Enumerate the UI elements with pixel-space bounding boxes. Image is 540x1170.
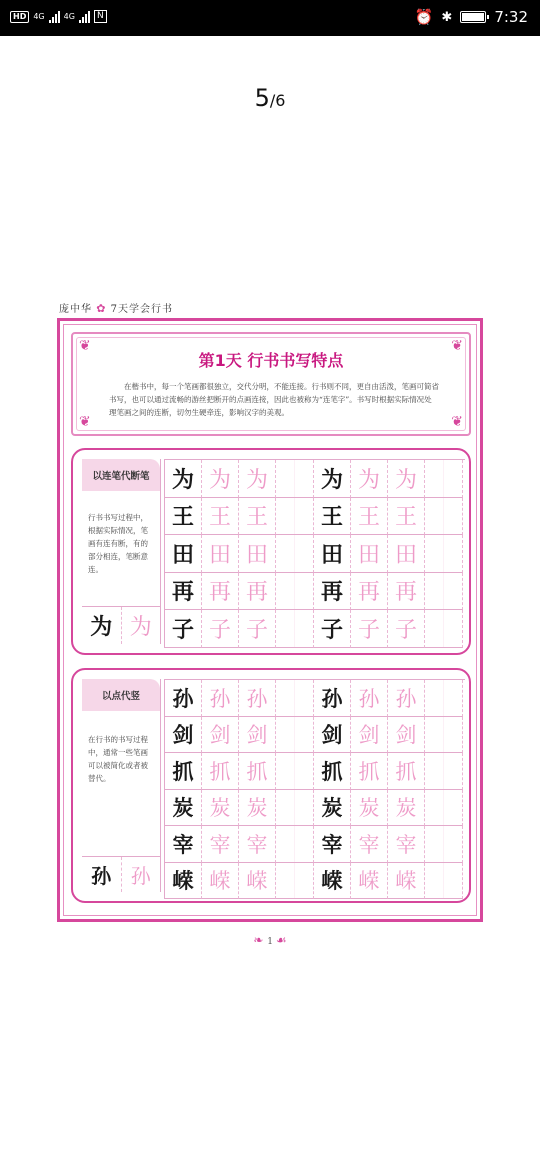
trace-char: 子 <box>394 617 417 643</box>
trace-char: 再 <box>208 580 231 606</box>
model-char: 嵘 <box>172 868 194 894</box>
page-total: /6 <box>269 91 286 110</box>
trace-char: 田 <box>208 542 231 568</box>
trace-char: 剑 <box>358 723 380 748</box>
practice-cell <box>351 863 388 900</box>
practice-cell <box>239 460 276 498</box>
practice-cell <box>351 826 388 863</box>
trace-char: 再 <box>394 580 417 606</box>
practice-cell <box>239 680 276 717</box>
model-char: 再 <box>320 579 343 606</box>
trace-char: 宰 <box>395 832 417 857</box>
intro-text: 在楷书中，每一个笔画都很独立，交代分明，不能连接。行书则不同，更自由活泼，笔画可简省书写，也可以通过流畅的游丝把断开的点画连接，因此也被称为“连笔字”。书写时根据实际情况处理笔画之间的连断，切勿生硬牵连，影响汉字的美观。 <box>109 382 439 417</box>
practice-cell <box>202 680 239 717</box>
empty-practice-cell <box>276 680 314 717</box>
status-bar <box>0 0 540 36</box>
empty-practice-cell <box>276 753 314 790</box>
trace-char: 抓 <box>209 759 231 784</box>
practice-cell <box>351 790 388 827</box>
model-char: 为 <box>320 466 343 493</box>
section-note: 行书书写过程中，根据实际情况，笔画有连有断，有的部分相连，笔断意连。 <box>88 513 148 574</box>
practice-cell <box>388 573 425 611</box>
demo-char-trace: 孙 <box>130 864 151 888</box>
demo-row <box>82 856 160 892</box>
practice-cell <box>314 790 351 827</box>
trace-char: 再 <box>245 580 268 606</box>
practice-cell <box>202 717 239 754</box>
trace-char: 嵘 <box>209 869 231 894</box>
practice-cell <box>202 610 239 648</box>
practice-cell <box>202 535 239 573</box>
trace-char: 为 <box>208 467 231 493</box>
practice-cell <box>239 826 276 863</box>
corner-flourish-icon: ❦ <box>79 338 91 354</box>
practice-cell <box>165 863 202 900</box>
practice-cell <box>314 610 351 648</box>
practice-cell <box>239 498 276 536</box>
model-char: 为 <box>171 466 194 493</box>
folio-ornament-icon: ❧ <box>253 933 268 947</box>
trace-char: 王 <box>245 505 268 531</box>
running-head-author: 庞中华 <box>59 304 92 315</box>
page-folio <box>57 933 483 947</box>
side-column <box>82 459 160 644</box>
demo-row <box>82 606 160 644</box>
empty-practice-cell <box>425 498 463 536</box>
book-page-image[interactable] <box>57 300 483 947</box>
model-char: 抓 <box>321 758 343 784</box>
practice-cell <box>239 610 276 648</box>
empty-practice-cell <box>425 790 463 827</box>
practice-cell <box>202 498 239 536</box>
empty-practice-cell <box>425 753 463 790</box>
practice-cell <box>314 717 351 754</box>
hd-badge: HD <box>10 11 29 23</box>
trace-char: 抓 <box>395 759 417 784</box>
practice-cell <box>202 826 239 863</box>
trace-char: 炭 <box>395 796 417 821</box>
practice-cell <box>165 680 202 717</box>
empty-practice-cell <box>425 573 463 611</box>
practice-cell <box>202 863 239 900</box>
title-box <box>71 332 471 436</box>
empty-practice-cell <box>276 826 314 863</box>
trace-char: 嵘 <box>246 869 268 894</box>
lesson-title: 第1天 行书书写特点 <box>198 351 344 370</box>
practice-cell <box>388 717 425 754</box>
trace-char: 宰 <box>246 832 268 857</box>
demo-char-ink: 孙 <box>82 857 122 892</box>
network-type-2: 4G <box>63 12 75 21</box>
practice-cell <box>314 826 351 863</box>
empty-practice-cell <box>425 460 463 498</box>
practice-cell <box>388 460 425 498</box>
model-char: 炭 <box>172 795 194 821</box>
practice-cell <box>314 680 351 717</box>
practice-cell <box>388 610 425 648</box>
divider <box>160 459 161 644</box>
model-char: 嵘 <box>321 868 343 894</box>
practice-cell <box>314 535 351 573</box>
model-char: 再 <box>171 579 194 606</box>
trace-char: 子 <box>357 617 380 643</box>
practice-grid <box>164 679 465 899</box>
section-label: 以点代竖 <box>82 679 160 711</box>
trace-char: 王 <box>208 505 231 531</box>
empty-practice-cell <box>425 680 463 717</box>
trace-char: 炭 <box>246 796 268 821</box>
empty-practice-cell <box>276 863 314 900</box>
practice-cell <box>351 610 388 648</box>
practice-cell <box>202 460 239 498</box>
model-char: 宰 <box>321 831 343 857</box>
empty-practice-cell <box>276 460 314 498</box>
trace-char: 宰 <box>358 832 380 857</box>
trace-char: 孙 <box>395 686 417 711</box>
corner-flourish-icon: ❦ <box>79 414 91 430</box>
trace-char: 炭 <box>209 796 231 821</box>
trace-char: 抓 <box>358 759 380 784</box>
practice-cell <box>202 753 239 790</box>
practice-cell <box>351 535 388 573</box>
model-char: 孙 <box>321 685 343 711</box>
practice-cell <box>388 535 425 573</box>
trace-char: 再 <box>357 580 380 606</box>
practice-cell <box>388 680 425 717</box>
empty-practice-cell <box>425 863 463 900</box>
model-char: 子 <box>171 616 194 643</box>
signal-icon <box>49 11 60 23</box>
side-column <box>82 679 160 892</box>
practice-cell <box>351 753 388 790</box>
model-char: 田 <box>171 541 194 568</box>
model-char: 孙 <box>172 685 194 711</box>
clock: 7:32 <box>494 8 528 26</box>
trace-char: 嵘 <box>358 869 380 894</box>
practice-cell <box>239 863 276 900</box>
trace-char: 王 <box>357 505 380 531</box>
empty-practice-cell <box>276 717 314 754</box>
nfc-icon: N <box>94 10 107 23</box>
trace-char: 田 <box>357 542 380 568</box>
practice-cell <box>351 498 388 536</box>
practice-cell <box>388 863 425 900</box>
divider <box>160 679 161 892</box>
empty-practice-cell <box>276 610 314 648</box>
practice-cell <box>351 573 388 611</box>
section-note: 在行书的书写过程中，通常一些笔画可以被简化或者被替代。 <box>88 735 148 783</box>
practice-cell <box>239 717 276 754</box>
trace-char: 为 <box>394 467 417 493</box>
practice-cell <box>239 535 276 573</box>
trace-char: 为 <box>357 467 380 493</box>
page-current: 5 <box>254 84 270 112</box>
practice-cell <box>165 535 202 573</box>
trace-char: 子 <box>245 617 268 643</box>
trace-char: 宰 <box>209 832 231 857</box>
demo-char-trace: 为 <box>129 615 152 640</box>
practice-cell <box>165 610 202 648</box>
demo-char-ink: 为 <box>82 607 122 644</box>
practice-cell <box>388 826 425 863</box>
practice-cell <box>351 680 388 717</box>
model-char: 宰 <box>172 831 194 857</box>
practice-panel-diandaishu <box>71 668 471 903</box>
practice-cell <box>165 753 202 790</box>
empty-practice-cell <box>276 573 314 611</box>
model-char: 剑 <box>172 722 194 748</box>
corner-flourish-icon: ❦ <box>451 414 463 430</box>
trace-char: 孙 <box>209 686 231 711</box>
practice-cell <box>202 790 239 827</box>
trace-char: 剑 <box>395 723 417 748</box>
practice-cell <box>388 753 425 790</box>
model-char: 田 <box>320 541 343 568</box>
page-frame-inner <box>63 324 477 916</box>
practice-cell <box>314 863 351 900</box>
model-char: 王 <box>320 504 343 531</box>
model-char: 抓 <box>172 758 194 784</box>
practice-cell <box>165 460 202 498</box>
model-char: 剑 <box>321 722 343 748</box>
practice-cell <box>165 790 202 827</box>
network-type-1: 4G <box>33 12 45 21</box>
empty-practice-cell <box>276 535 314 573</box>
empty-practice-cell <box>425 826 463 863</box>
model-char: 王 <box>171 504 194 531</box>
practice-cell <box>314 753 351 790</box>
trace-char: 子 <box>208 617 231 643</box>
trace-char: 炭 <box>358 796 380 821</box>
practice-cell <box>239 573 276 611</box>
trace-char: 抓 <box>246 759 268 784</box>
trace-char: 田 <box>245 542 268 568</box>
running-head <box>59 300 173 315</box>
practice-cell <box>202 573 239 611</box>
page-number: 1 <box>267 937 273 947</box>
folio-ornament-icon: ☙ <box>275 933 287 947</box>
trace-char: 田 <box>394 542 417 568</box>
practice-cell <box>351 717 388 754</box>
practice-cell <box>314 498 351 536</box>
empty-practice-cell <box>425 535 463 573</box>
section-label: 以连笔代断笔 <box>82 459 160 491</box>
running-head-book: 7天学会行书 <box>110 304 173 315</box>
practice-cell <box>388 790 425 827</box>
status-right <box>415 8 528 26</box>
page-counter <box>0 84 540 112</box>
trace-char: 剑 <box>209 723 231 748</box>
practice-cell <box>239 753 276 790</box>
practice-cell <box>314 460 351 498</box>
trace-char: 为 <box>245 467 268 493</box>
empty-practice-cell <box>425 610 463 648</box>
practice-cell <box>239 790 276 827</box>
empty-practice-cell <box>276 790 314 827</box>
empty-practice-cell <box>276 498 314 536</box>
practice-panel-lianbi <box>71 448 471 655</box>
practice-cell <box>165 498 202 536</box>
practice-cell <box>388 498 425 536</box>
page-frame <box>57 318 483 922</box>
practice-cell <box>165 717 202 754</box>
practice-cell <box>165 573 202 611</box>
practice-cell <box>165 826 202 863</box>
model-char: 炭 <box>321 795 343 821</box>
practice-cell <box>314 573 351 611</box>
signal-icon-2 <box>79 11 90 23</box>
practice-grid <box>164 459 465 648</box>
trace-char: 孙 <box>358 686 380 711</box>
trace-char: 王 <box>394 505 417 531</box>
alarm-icon: ⏰ <box>414 8 434 26</box>
battery-icon <box>460 11 486 23</box>
empty-practice-cell <box>425 717 463 754</box>
practice-cell <box>351 460 388 498</box>
model-char: 子 <box>320 616 343 643</box>
bluetooth-icon: ✱ <box>441 9 453 25</box>
trace-char: 孙 <box>246 686 268 711</box>
trace-char: 嵘 <box>395 869 417 894</box>
corner-flourish-icon: ❦ <box>451 338 463 354</box>
flower-ornament-icon: ✿ <box>96 302 107 315</box>
status-left <box>10 10 107 23</box>
trace-char: 剑 <box>246 723 268 748</box>
